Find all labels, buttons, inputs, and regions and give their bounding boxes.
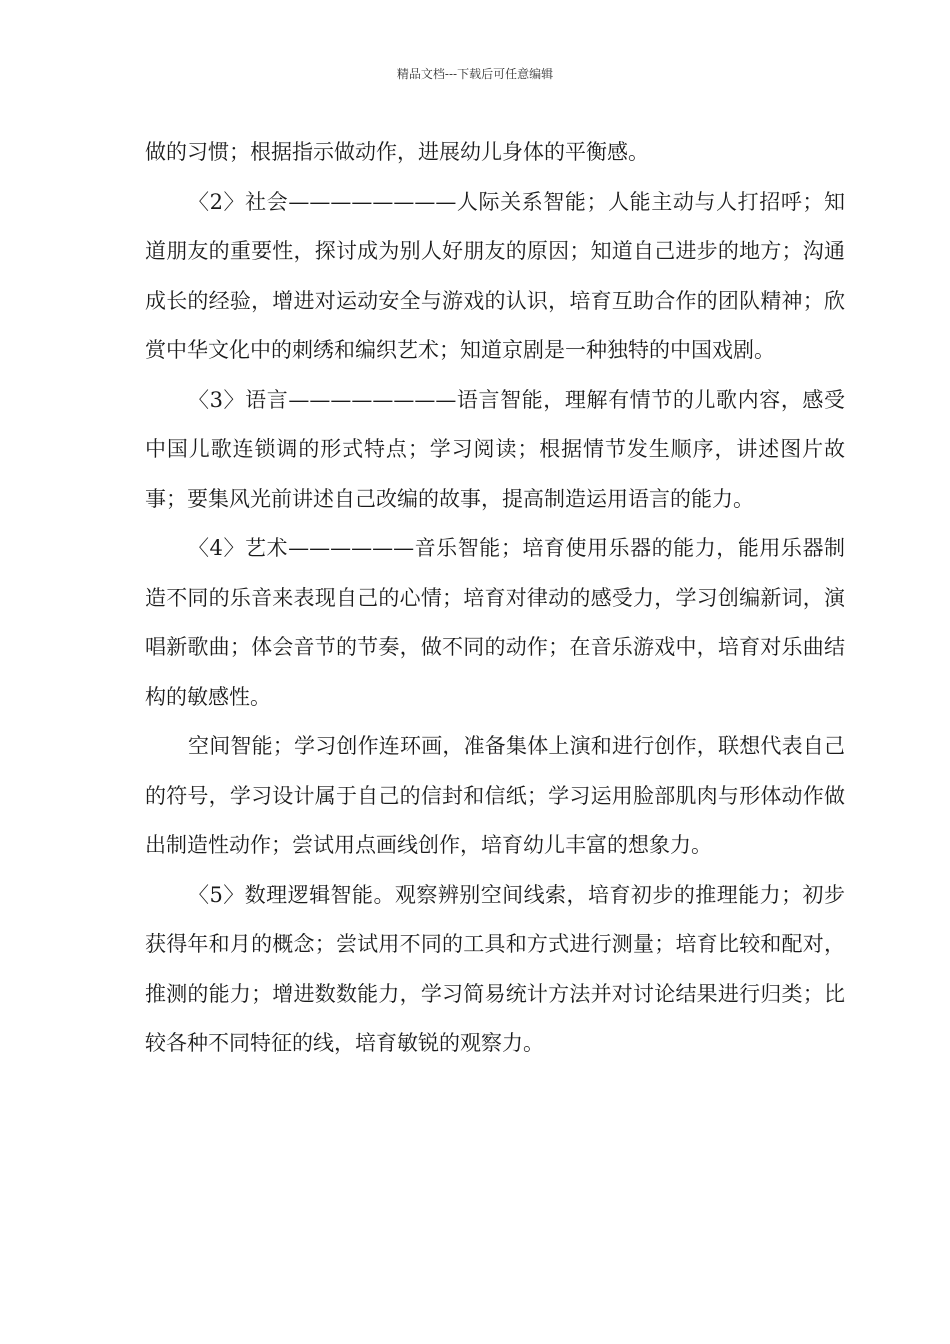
paragraph-social: 〈2〉社会————————人际关系智能；人能主动与人打招呼；知道朋友的重要性，探讨成为别人好朋友的原因；知道自己进步的地方；沟通成长的经验，增进对运动安全与游戏的认识，培育互助合作的团队精神；欣赏中华文化中的刺绣和编织艺术；知道京剧是一种独特的中国戏剧。	[145, 189, 845, 362]
page-header: 精品文档---下载后可任意编辑	[396, 67, 554, 81]
paragraph-logic: 〈5〉数理逻辑智能。观察辨别空间线索，培育初步的推理能力；初步获得年和月的概念；尝试用不同的工具和方式进行测量；培育比较和配对，推测的能力；增进数数能力，学习简易统计方法并对讨论结果进行归类；比较各种不同特征的线，培育敏锐的观察力。	[145, 882, 845, 1055]
paragraph-continuation: 做的习惯；根据指示做动作，进展幼儿身体的平衡感。	[145, 140, 649, 164]
paragraph-art: 〈4〉艺术——————音乐智能；培育使用乐器的能力，能用乐器制造不同的乐音来表现自己的心情；培育对律动的感受力，学习创编新词，演唱新歌曲；体会音节的节奏，做不同的动作；在音乐游戏中，培育对乐曲结构的敏感性。	[145, 536, 845, 709]
document-body	[145, 128, 845, 1069]
paragraph-spatial: 空间智能；学习创作连环画，准备集体上演和进行创作，联想代表自己的符号，学习设计属于自己的信封和信纸；学习运用脸部肌肉与形体动作做出制造性动作；尝试用点画线创作，培育幼儿丰富的想象力。	[145, 734, 845, 857]
paragraph-language: 〈3〉语言————————语言智能，理解有情节的儿歌内容，感受中国儿歌连锁调的形式特点；学习阅读；根据情节发生顺序，讲述图片故事；要集风光前讲述自己改编的故事，提高制造运用语言的能力。	[145, 387, 845, 511]
